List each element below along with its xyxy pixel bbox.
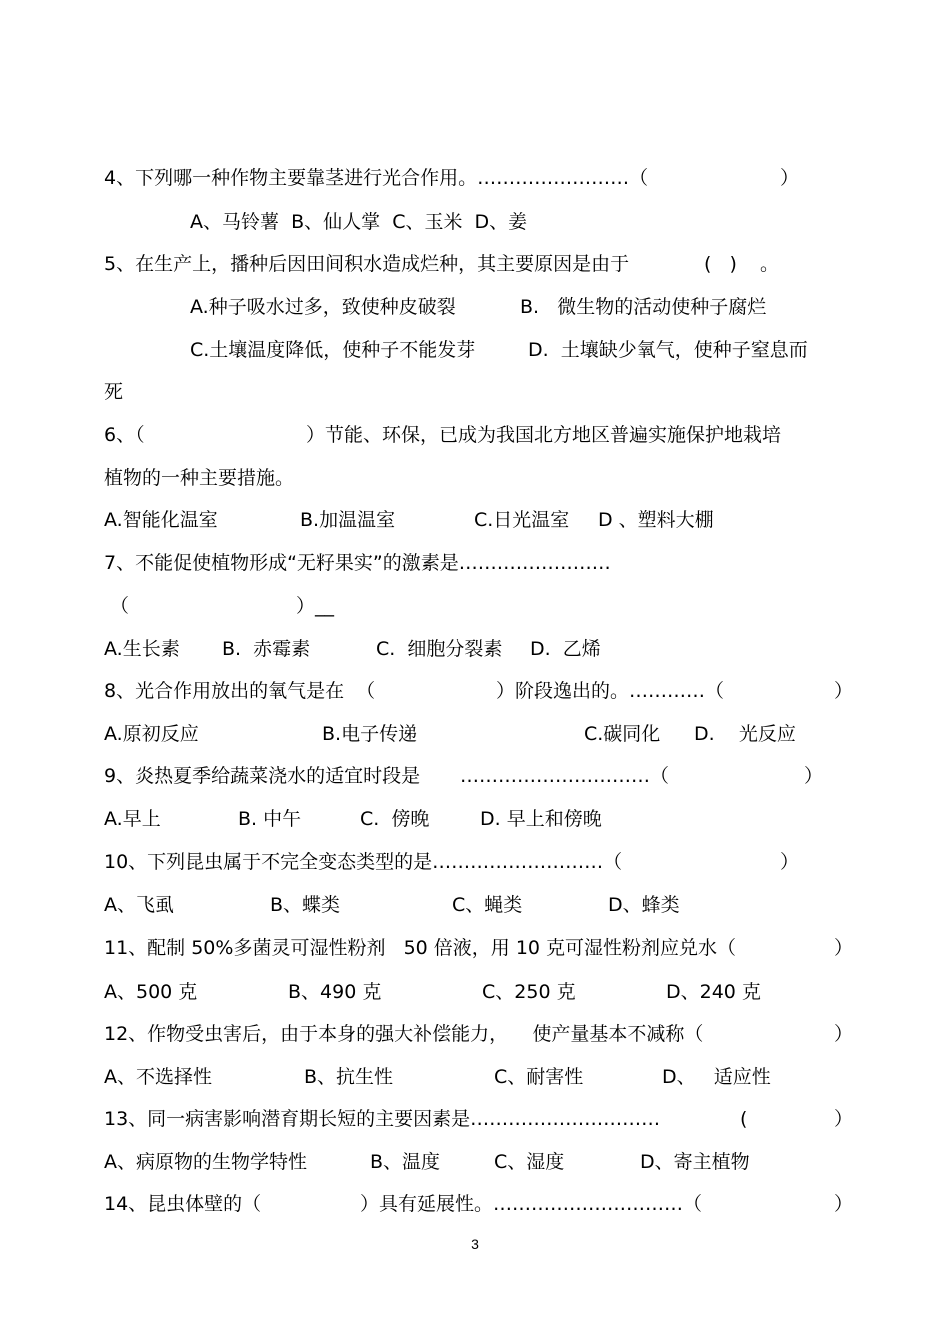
question-7-option-a: A.生长素 — [104, 638, 180, 660]
question-14-text-mid: ）具有延展性。…………………………（ — [360, 1193, 703, 1215]
question-6-number: 6、（ — [104, 424, 145, 446]
question-14 — [104, 1189, 854, 1219]
question-12-options — [104, 1062, 850, 1092]
question-8-option-a: A.原初反应 — [104, 723, 199, 745]
question-10-paren-close: ） — [780, 851, 800, 873]
question-5-text: 5、在生产上，播种后因田间积水造成烂种，其主要原因是由于 — [104, 253, 630, 275]
page-number: 3 — [471, 1236, 479, 1252]
question-9-paren-close: ） — [804, 765, 824, 787]
question-11-option-b: B、490 克 — [288, 981, 382, 1003]
question-13-option-a: A、病原物的生物学特性 — [104, 1151, 307, 1173]
question-8-option-c: C.碳同化 — [584, 723, 661, 745]
question-5 — [104, 249, 850, 279]
question-10-text: 10、下列昆虫属于不完全变态类型的是………………………（ — [104, 851, 623, 873]
question-6-option-c: C.日光温室 — [474, 509, 570, 531]
question-12-option-d: D、 适应性 — [662, 1066, 771, 1088]
question-7: 7、不能促使植物形成“无籽果实”的激素是…………………… — [104, 552, 611, 574]
question-12-paren-close: ） — [834, 1023, 854, 1045]
question-13-paren-close: ） — [834, 1108, 854, 1130]
question-13-paren-open: ( — [740, 1108, 748, 1130]
question-6-continuation: 植物的一种主要措施。 — [104, 467, 295, 489]
question-5-options-row1 — [190, 292, 850, 322]
question-8 — [104, 676, 854, 706]
question-11 — [104, 933, 854, 963]
question-13 — [104, 1104, 854, 1134]
question-6-option-a: A.智能化温室 — [104, 509, 218, 531]
question-5-option-d: D. 土壤缺少氧气，使种子窒息而 — [528, 339, 808, 361]
question-7-paren-open: （ — [110, 595, 130, 617]
question-13-option-d: D、寄主植物 — [640, 1151, 750, 1173]
question-5-option-a: A.种子吸水过多，致使种皮破裂 — [190, 296, 456, 318]
question-8-text-mid: ）阶段逸出的。…………（ — [496, 680, 725, 702]
question-14-paren-close: ） — [834, 1193, 854, 1215]
question-7-paren-close: ）__ — [296, 595, 335, 617]
question-6-text: ）节能、环保，已成为我国北方地区普遍实施保护地栽培 — [306, 424, 782, 446]
question-13-option-b: B、温度 — [370, 1151, 441, 1173]
question-4-options: A、马铃薯 B、仙人掌 C、玉米 D、姜 — [190, 211, 528, 233]
question-9 — [104, 761, 850, 791]
question-8-text: 8、光合作用放出的氧气是在 （ — [104, 680, 376, 702]
question-13-option-c: C、湿度 — [494, 1151, 565, 1173]
question-11-option-c: C、250 克 — [482, 981, 576, 1003]
question-12-option-b: B、抗生性 — [304, 1066, 394, 1088]
question-5-end: 。 — [760, 253, 780, 275]
question-7-answer-paren — [104, 591, 850, 621]
question-7-option-c: C. 细胞分裂素 — [376, 638, 503, 660]
question-10-options — [104, 890, 850, 920]
question-9-option-d: D. 早上和傍晚 — [480, 808, 602, 830]
question-12 — [104, 1019, 854, 1049]
question-5-option-c: C.土壤温度降低，使种子不能发芽 — [190, 339, 476, 361]
question-10 — [104, 847, 850, 877]
question-11-options — [104, 977, 850, 1007]
question-8-paren-close: ） — [834, 680, 854, 702]
question-4-paren-close: ） — [780, 167, 800, 189]
question-9-dots: …………………………（ — [460, 765, 670, 787]
question-5-blank: ( ) — [704, 253, 737, 275]
question-8-options — [104, 719, 850, 749]
question-9-option-b: B. 中午 — [238, 808, 302, 830]
question-8-option-d: D. 光反应 — [694, 723, 796, 745]
question-9-option-c: C. 傍晚 — [360, 808, 430, 830]
question-6 — [104, 420, 850, 450]
question-9-option-a: A.早上 — [104, 808, 161, 830]
question-6-option-b: B.加温温室 — [300, 509, 396, 531]
question-7-option-d: D. 乙烯 — [530, 638, 601, 660]
question-5-options-row2 — [190, 335, 850, 365]
question-13-options — [104, 1147, 850, 1177]
question-11-option-d: D、240 克 — [666, 981, 761, 1003]
question-5-option-b: B. 微生物的活动使种子腐烂 — [520, 296, 767, 318]
question-4 — [104, 163, 850, 193]
question-11-paren-close: ） — [834, 937, 854, 959]
question-13-text: 13、同一病害影响潜育期长短的主要因素是………………………… — [104, 1108, 661, 1130]
question-4-text: 4、下列哪一种作物主要靠茎进行光合作用。……………………（ — [104, 167, 649, 189]
question-12-text: 12、作物受虫害后，由于本身的强大补偿能力， 使产量基本不减称（ — [104, 1023, 704, 1045]
question-9-options — [104, 804, 850, 834]
question-7-options — [104, 634, 850, 664]
question-6-options — [104, 505, 850, 535]
question-11-text: 11、配制 50%多菌灵可湿性粉剂 50 倍液，用 10 克可湿性粉剂应兑水（ — [104, 937, 737, 959]
question-10-option-b: B、蝶类 — [270, 894, 341, 916]
question-6-option-d: D 、塑料大棚 — [598, 509, 714, 531]
question-12-option-a: A、不选择性 — [104, 1066, 212, 1088]
question-8-option-b: B.电子传递 — [322, 723, 418, 745]
question-12-option-c: C、耐害性 — [494, 1066, 584, 1088]
question-5-continuation: 死 — [104, 381, 124, 403]
question-10-option-c: C、蝇类 — [452, 894, 523, 916]
question-11-option-a: A、500 克 — [104, 981, 198, 1003]
question-14-text: 14、昆虫体壁的（ — [104, 1193, 262, 1215]
question-9-text: 9、炎热夏季给蔬菜浇水的适宜时段是 — [104, 765, 421, 787]
question-10-option-d: D、蜂类 — [608, 894, 680, 916]
question-7-option-b: B. 赤霉素 — [222, 638, 311, 660]
question-10-option-a: A、飞虱 — [104, 894, 174, 916]
